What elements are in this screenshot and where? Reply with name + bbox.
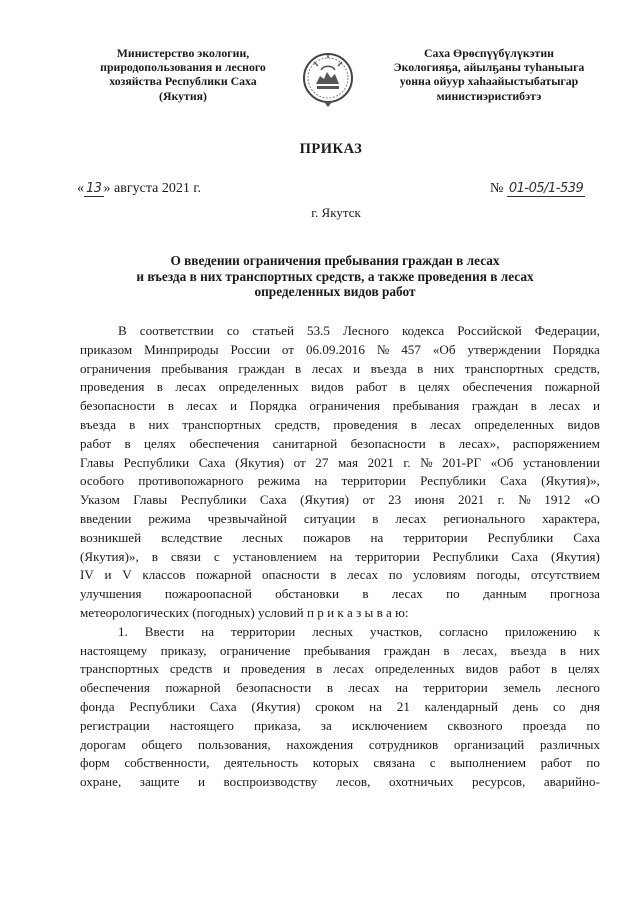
- body-word: от: [281, 341, 295, 357]
- body-word: собственности,: [124, 755, 210, 771]
- body-word: в: [372, 510, 379, 526]
- body-word: к: [593, 623, 600, 639]
- body-word: июня: [414, 492, 445, 508]
- body-line: [80, 360, 600, 379]
- body-word: исключением: [351, 717, 428, 733]
- body-word: (Якутия): [251, 698, 301, 714]
- header-left-line: хозяйства Республики Саха: [109, 74, 257, 89]
- body-word: с: [429, 755, 436, 771]
- body-word: пребывания: [392, 398, 460, 414]
- body-word: приказу,: [160, 642, 207, 658]
- body-word: проведения: [240, 661, 306, 677]
- body-word: режима: [257, 473, 301, 489]
- body-word: санитарной: [272, 435, 338, 451]
- body-word: лесного: [556, 680, 600, 696]
- body-word: целях: [144, 435, 176, 451]
- body-word: утверждении: [467, 341, 541, 357]
- body-word: по: [446, 586, 460, 602]
- body-line: [80, 566, 600, 585]
- body-word: от: [362, 492, 375, 508]
- body-word: (Якутия): [235, 454, 285, 470]
- document-title: ПРИКАЗ: [299, 141, 363, 157]
- body-word: средств,: [554, 360, 600, 376]
- body-word: 2021: [457, 492, 485, 508]
- body-word: 53.5: [307, 323, 330, 338]
- body-word: на: [395, 680, 408, 696]
- body-word: характера,: [542, 510, 600, 526]
- body-word: определенных: [218, 379, 299, 395]
- body-word: определенных: [474, 416, 555, 432]
- body-word: регистрации: [80, 717, 150, 733]
- body-word: приказом: [80, 341, 133, 357]
- body-word: регионального: [443, 510, 526, 526]
- body-line: [80, 341, 600, 360]
- body-word: ресурсов,: [472, 774, 526, 790]
- body-word: выполнением: [450, 755, 526, 771]
- body-word: за: [320, 717, 332, 733]
- body-word: Саха: [511, 548, 539, 564]
- body-word: земель: [503, 680, 541, 696]
- body-word: опасности: [261, 567, 320, 583]
- body-word: работ: [540, 755, 572, 771]
- body-word: 1.: [118, 623, 128, 639]
- body-word: въезда: [510, 642, 547, 658]
- body-word: установлении: [522, 454, 600, 470]
- body-word: день: [512, 698, 539, 714]
- body-word: целях: [567, 661, 600, 677]
- body-word: Главы: [133, 492, 168, 508]
- subject-line: и въезда в них транспортных средств, а также проведения в лесах: [136, 268, 534, 284]
- body-word: Саха: [573, 529, 600, 545]
- body-line: [80, 416, 600, 435]
- body-word: лесах: [347, 567, 379, 583]
- body-word: лесных: [312, 623, 354, 639]
- body-word: форм: [80, 755, 110, 771]
- body-word: работ: [356, 379, 388, 395]
- body-word: лесах: [333, 661, 365, 677]
- body-word: в: [530, 398, 537, 414]
- header-right-line: уонна ойуур хаһаайыстыбатыгар: [399, 74, 579, 89]
- body-word: «Об: [490, 454, 514, 470]
- body-word: граждан: [238, 360, 285, 376]
- body-word: распоряжением: [512, 435, 600, 451]
- body-word: 21: [396, 698, 410, 714]
- body-line-text: метеорологических (погодных) условий п р и к а з ы в а ю:: [80, 604, 409, 620]
- body-word: в: [167, 398, 174, 414]
- body-word: IV: [80, 567, 94, 583]
- body-line: [80, 510, 600, 529]
- body-line: [80, 754, 600, 773]
- body-word: пребывания: [303, 642, 371, 658]
- body-line: [80, 397, 600, 416]
- body-word: 1912: [544, 492, 571, 508]
- body-word: работ: [509, 661, 541, 677]
- body-word: территории: [355, 548, 420, 564]
- body-word: в: [326, 680, 334, 696]
- number-sign: №: [490, 181, 504, 196]
- city-name: г. Якутск: [311, 205, 361, 220]
- body-line: [80, 736, 600, 755]
- body-line: [80, 378, 600, 397]
- body-word: лесах: [391, 586, 423, 602]
- body-word: в: [559, 642, 567, 658]
- body-word: особого: [80, 473, 125, 489]
- body-word: пользования,: [198, 736, 271, 752]
- body-word: в: [439, 435, 446, 451]
- body-word: лесах: [186, 398, 218, 414]
- body-word: лесах»,: [458, 435, 500, 451]
- body-word: пожарной: [165, 680, 221, 696]
- body-word: в: [417, 360, 424, 376]
- body-word: организаций: [453, 736, 525, 752]
- body-word: «О: [583, 492, 600, 508]
- body-word: установлением: [232, 548, 317, 564]
- body-word: ограничения: [80, 360, 151, 376]
- body-word: Указом: [80, 492, 120, 508]
- body-word: улучшения: [80, 586, 142, 602]
- body-word: на: [201, 623, 215, 639]
- body-word: связи: [170, 548, 201, 564]
- body-word: лесных: [242, 529, 284, 545]
- body-line: [80, 642, 600, 661]
- ministry-name-russian: [74, 46, 292, 103]
- body-word: 27: [315, 454, 329, 470]
- body-word: статьей: [252, 323, 294, 338]
- body-word: них: [148, 416, 170, 432]
- number-value-handwritten: 01-05/1-539: [508, 181, 584, 196]
- body-word: территории: [423, 680, 488, 696]
- body-line: [80, 454, 600, 473]
- body-word: противопожарного: [138, 473, 244, 489]
- body-word: №: [376, 341, 390, 357]
- body-word: сотрудников: [368, 736, 439, 752]
- body-word: 06.09.2016: [305, 341, 365, 357]
- body-word: Федерации,: [534, 323, 600, 338]
- body-word: нахождения: [286, 736, 354, 752]
- body-word: сквозного: [447, 717, 503, 733]
- body-word: территории: [231, 623, 296, 639]
- body-word: данным: [483, 586, 527, 602]
- body-word: приложению: [504, 623, 577, 639]
- body-word: работ: [80, 435, 112, 451]
- body-word: различных: [539, 736, 600, 752]
- body-word: введении: [80, 510, 132, 526]
- body-word: Минприроды: [144, 341, 219, 357]
- body-word: условиям: [413, 567, 466, 583]
- body-word: средств: [169, 661, 213, 677]
- body-word: связана: [373, 755, 416, 771]
- body-word: Республики: [123, 454, 190, 470]
- body-word: г.: [497, 492, 505, 508]
- body-word: в: [330, 567, 337, 583]
- body-word: прогноза: [549, 586, 600, 602]
- body-word: обеспечения: [189, 435, 260, 451]
- body-word: приказа,: [253, 717, 301, 733]
- body-word: Республики: [180, 492, 247, 508]
- body-word: аварийно-: [543, 774, 600, 790]
- body-word: со: [226, 323, 240, 338]
- body-word: пожарной: [196, 567, 252, 583]
- body-word: соответствии: [139, 323, 214, 338]
- body-word: (Якутия)»,: [541, 473, 600, 489]
- body-word: по: [388, 567, 403, 583]
- body-word: со: [553, 698, 566, 714]
- body-word: въезда: [80, 416, 117, 432]
- body-line: [80, 585, 600, 604]
- body-word: пожаров: [303, 529, 351, 545]
- body-word: России: [230, 341, 270, 357]
- body-word: безопасности: [80, 398, 156, 414]
- body-word: территории: [341, 473, 406, 489]
- body-word: граждан: [383, 642, 431, 658]
- body-word: возникшей: [80, 529, 142, 545]
- body-word: территории: [403, 529, 468, 545]
- body-word: Порядка: [249, 398, 297, 414]
- body-line: [80, 491, 600, 510]
- body-word: (Якутия): [300, 492, 349, 508]
- subject-line: определенных видов работ: [254, 284, 416, 299]
- body-word: пожароопасной: [164, 586, 252, 602]
- body-word: в: [362, 586, 369, 602]
- body-word: чрезвычайной: [207, 510, 287, 526]
- date-open-quote: «: [77, 181, 84, 196]
- body-word: Лесного: [343, 323, 389, 338]
- body-word: №: [518, 492, 531, 508]
- body-word: кодекса: [401, 323, 445, 338]
- body-word: средств,: [274, 416, 321, 432]
- body-word: проезда: [522, 717, 567, 733]
- body-word: и: [592, 398, 600, 414]
- body-line: [80, 435, 600, 454]
- body-word: транспортных: [464, 360, 544, 376]
- body-word: воспроизводству: [223, 774, 318, 790]
- body-line: [80, 623, 600, 642]
- body-word: видов: [311, 379, 344, 395]
- body-word: лесах: [549, 398, 581, 414]
- body-word: №: [420, 454, 433, 470]
- body-word: в: [151, 548, 158, 564]
- body-word: лесах: [395, 510, 427, 526]
- body-word: общего: [141, 736, 183, 752]
- body-word: пребывания: [161, 360, 228, 376]
- body-word: в: [156, 379, 163, 395]
- body-word: дня: [580, 698, 600, 714]
- body-word: Саха: [198, 454, 226, 470]
- body-line: [80, 660, 600, 679]
- body-word: безопасности: [350, 435, 426, 451]
- body-word: деятельность: [224, 755, 299, 771]
- body-line: [80, 679, 600, 698]
- body-word: определенных: [374, 661, 455, 677]
- header-left-line: (Якутия): [159, 88, 207, 103]
- body-line: [80, 322, 600, 341]
- body-word: на: [369, 698, 382, 714]
- body-word: 457: [401, 341, 421, 357]
- body-word: Саха: [500, 473, 527, 489]
- body-word: ограничения: [309, 398, 381, 414]
- body-word: дорогам: [80, 736, 126, 752]
- subject-line: О введении ограничения пребывания граждан в лесах: [170, 253, 500, 268]
- date-rest: » августа 2021 г.: [103, 181, 201, 196]
- body-word: них: [433, 360, 455, 376]
- body-word: вследствие: [161, 529, 223, 545]
- date-day-handwritten: 13: [86, 181, 102, 196]
- body-word: видов: [465, 661, 499, 677]
- header-right-line: Экологияҕа, айылҕаны туһаныыга: [393, 60, 585, 75]
- body-word: Республики: [432, 548, 499, 564]
- body-word: ограничение: [219, 642, 291, 658]
- body-word: ситуации: [303, 510, 356, 526]
- body-word: с: [213, 548, 220, 564]
- body-word: настоящему: [80, 642, 148, 658]
- body-word: и: [230, 398, 238, 414]
- body-word: отсутствием: [530, 567, 600, 583]
- body-word: Республики: [487, 529, 554, 545]
- header-left-line: Министерство экологии,: [116, 46, 250, 60]
- body-word: которых: [312, 755, 359, 771]
- body-word: Главы: [80, 454, 114, 470]
- body-word: сроком: [315, 698, 355, 714]
- body-word: Республики: [129, 698, 196, 714]
- body-word: них: [579, 642, 600, 658]
- body-word: В: [118, 323, 127, 338]
- body-word: в: [410, 416, 417, 432]
- header-right-line: министиэристибэтэ: [436, 88, 542, 103]
- body-word: видов: [567, 416, 600, 432]
- header-right-line: Саха Өрөспүүбүлүкэтин: [424, 46, 554, 60]
- body-word: на: [314, 473, 328, 489]
- body-word: охотничьих: [388, 774, 454, 790]
- body-word: режима: [148, 510, 191, 526]
- body-word: въезда: [370, 360, 407, 376]
- body-word: безопасности: [236, 680, 312, 696]
- body-word: 23: [388, 492, 402, 508]
- order-subject: [105, 253, 565, 300]
- body-word: лесах: [175, 379, 207, 395]
- body-word: V: [122, 567, 132, 583]
- body-line: [80, 529, 600, 548]
- body-word: Республики: [420, 473, 486, 489]
- body-line: [80, 717, 600, 736]
- body-word: защите: [139, 774, 180, 790]
- body-word: и: [223, 661, 231, 677]
- body-word: и: [197, 774, 205, 790]
- body-word: классов: [142, 567, 186, 583]
- body-word: в: [129, 416, 136, 432]
- body-word: обеспечения: [462, 379, 533, 395]
- body-line: [80, 604, 600, 623]
- body-word: календарный: [424, 698, 498, 714]
- body-word: охране,: [80, 774, 122, 790]
- body-word: на: [370, 529, 384, 545]
- body-word: по: [586, 717, 600, 733]
- body-word: и: [104, 567, 112, 583]
- body-word: пожарной: [544, 379, 600, 395]
- body-word: г.: [403, 454, 411, 470]
- body-line: [80, 472, 600, 491]
- body-word: 2021: [367, 454, 394, 470]
- body-word: граждан: [471, 398, 519, 414]
- body-word: транспортных: [80, 661, 160, 677]
- body-word: обеспечения: [80, 680, 150, 696]
- body-word: на: [329, 548, 343, 564]
- body-word: в: [399, 379, 406, 395]
- order-date: [77, 181, 201, 197]
- body-line: [80, 548, 600, 567]
- body-word: согласно: [439, 623, 488, 639]
- body-line: [80, 698, 600, 717]
- body-word: (Якутия)»,: [80, 548, 139, 564]
- body-word: целях: [418, 379, 451, 395]
- body-word: фонда: [80, 698, 115, 714]
- body-word: от: [293, 454, 306, 470]
- body-word: проведения: [333, 416, 398, 432]
- order-body-text: [80, 322, 600, 792]
- body-word: Саха: [209, 698, 237, 714]
- body-word: мая: [337, 454, 358, 470]
- body-word: участков,: [370, 623, 423, 639]
- body-word: Саха: [259, 492, 287, 508]
- body-word: в: [316, 661, 323, 677]
- body-word: настоящего: [169, 717, 234, 733]
- body-word: транспортных: [182, 416, 262, 432]
- header-left-line: природопользования и лесного: [100, 60, 266, 75]
- body-word: лесах,: [462, 642, 498, 658]
- body-word: и: [353, 360, 361, 376]
- body-word: лесах: [430, 416, 462, 432]
- body-line: [80, 773, 600, 792]
- coat-of-arms-emblem: [302, 50, 354, 108]
- body-word: по: [586, 755, 600, 771]
- body-word: в: [550, 661, 558, 677]
- body-word: 201-РГ: [442, 454, 482, 470]
- body-word: Порядка: [552, 341, 600, 357]
- body-word: Российской: [457, 323, 522, 338]
- body-word: Ввести: [144, 623, 185, 639]
- body-word: в: [443, 642, 450, 658]
- body-word: погоды,: [476, 567, 521, 583]
- body-word: (Якутия): [550, 548, 600, 564]
- body-word: лесах: [348, 680, 380, 696]
- ministry-name-yakut: [372, 46, 606, 103]
- body-word: лесах: [311, 360, 343, 376]
- body-word: лесов,: [335, 774, 371, 790]
- body-word: в: [295, 360, 302, 376]
- body-word: проведения: [80, 379, 145, 395]
- order-number: [490, 181, 585, 197]
- body-word: обстановки: [275, 586, 339, 602]
- body-word: «Об: [432, 341, 456, 357]
- body-word: в: [124, 435, 131, 451]
